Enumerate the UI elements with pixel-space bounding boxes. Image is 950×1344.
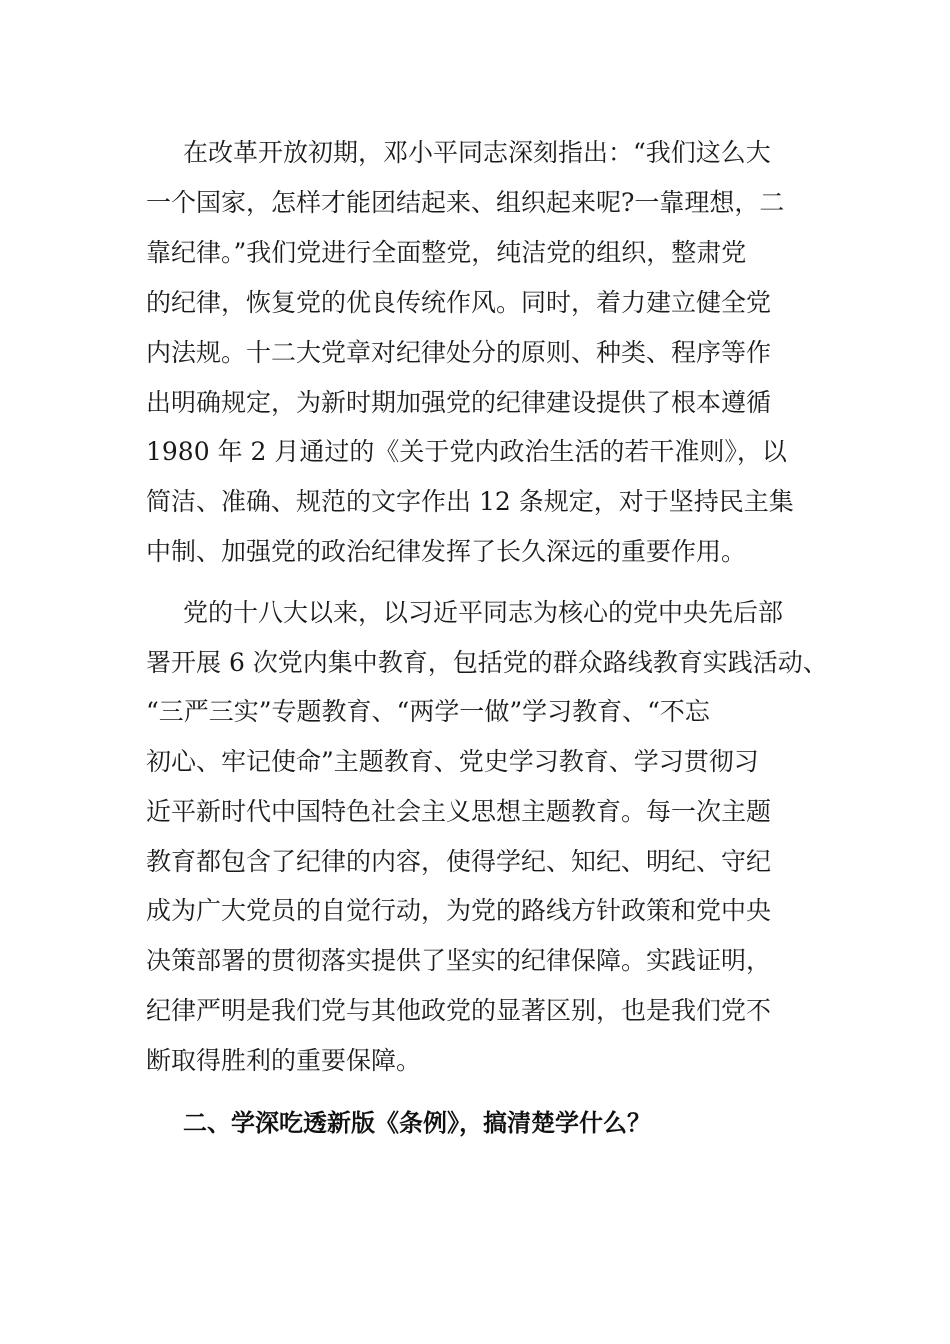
- paragraph-1-line: 内法规。十二大党章对纪律处分的原则、种类、程序等作: [146, 338, 772, 367]
- paragraph-2-line: “三严三实”专题教育、“两学一做”学习教育、“不忘: [146, 697, 710, 726]
- paragraph-2-line: 教育都包含了纪律的内容，使得学纪、知纪、明纪、守纪: [146, 847, 772, 876]
- section-heading: 二、学深吃透新版《条例》，搞清楚学什么？: [183, 1109, 651, 1137]
- paragraph-2-line: 断取得胜利的重要保障。: [146, 1046, 422, 1075]
- paragraph-2-line: 初心、牢记使命”主题教育、党史学习教育、学习贯彻习: [146, 747, 759, 776]
- paragraph-1-line: 在改革开放初期，邓小平同志深刻指出：“我们这么大: [183, 138, 771, 167]
- paragraph-2-line: 决策部署的贯彻落实提供了坚实的纪律保障。实践证明，: [146, 946, 772, 975]
- paragraph-1-line: 一个国家，怎样才能团结起来、组织起来呢?一靠理想，二: [146, 188, 785, 217]
- paragraph-1-line: 中制、加强党的政治纪律发挥了长久深远的重要作用。: [146, 537, 747, 566]
- paragraph-2-line: 署开展 6 次党内集中教育，包括党的群众路线教育实践活动、: [146, 648, 828, 677]
- paragraph-2-line: 近平新时代中国特色社会主义思想主题教育。每一次主题: [146, 797, 772, 826]
- paragraph-1-line: 出明确规定，为新时期加强党的纪律建设提供了根本遵循: [146, 388, 772, 417]
- paragraph-1-line: 简洁、准确、规范的文字作出 12 条规定，对于坚持民主集: [146, 487, 794, 516]
- paragraph-1-line: 靠纪律。”我们党进行全面整党，纯洁党的组织，整肃党: [146, 238, 747, 267]
- paragraph-2-line: 成为广大党员的自觉行动，为党的路线方针政策和党中央: [146, 896, 772, 925]
- paragraph-2-line: 纪律严明是我们党与其他政党的显著区别，也是我们党不: [146, 996, 772, 1025]
- paragraph-2-line: 党的十八大以来，以习近平同志为核心的党中央先后部: [183, 598, 784, 627]
- paragraph-1-line: 的纪律，恢复党的优良传统作风。同时，着力建立健全党: [146, 288, 772, 317]
- paragraph-1-line: 1980 年 2 月通过的《关于党内政治生活的若干准则》，以: [146, 437, 787, 466]
